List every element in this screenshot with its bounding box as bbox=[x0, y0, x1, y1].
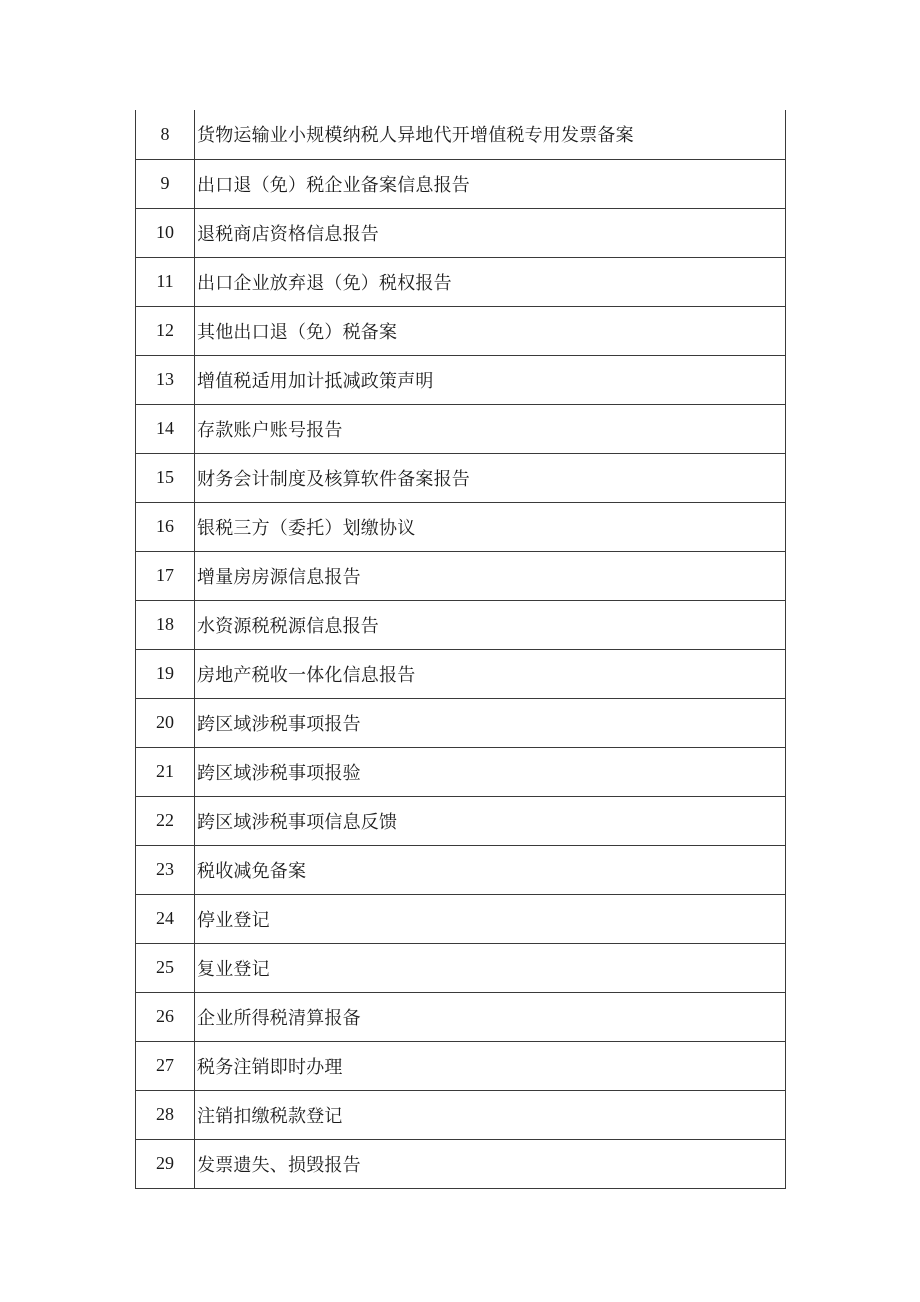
row-item-name: 银税三方（委托）划缴协议 bbox=[195, 502, 786, 551]
table-row bbox=[136, 257, 786, 306]
table-row bbox=[136, 355, 786, 404]
row-item-name: 发票遗失、损毁报告 bbox=[195, 1139, 786, 1188]
row-item-name: 税收减免备案 bbox=[195, 845, 786, 894]
row-number: 10 bbox=[136, 208, 195, 257]
row-number: 29 bbox=[136, 1139, 195, 1188]
row-number: 11 bbox=[136, 257, 195, 306]
items-table-body bbox=[136, 110, 786, 1188]
table-row bbox=[136, 845, 786, 894]
row-item-name: 其他出口退（免）税备案 bbox=[195, 306, 786, 355]
table-row bbox=[136, 1041, 786, 1090]
row-number: 8 bbox=[136, 110, 195, 159]
table-row bbox=[136, 110, 786, 159]
table-row bbox=[136, 208, 786, 257]
row-item-name: 存款账户账号报告 bbox=[195, 404, 786, 453]
table-row bbox=[136, 796, 786, 845]
row-item-name: 货物运输业小规模纳税人异地代开增值税专用发票备案 bbox=[195, 110, 786, 159]
table-row bbox=[136, 747, 786, 796]
row-number: 20 bbox=[136, 698, 195, 747]
table-row bbox=[136, 1090, 786, 1139]
table-row bbox=[136, 992, 786, 1041]
row-number: 15 bbox=[136, 453, 195, 502]
table-row bbox=[136, 649, 786, 698]
row-number: 26 bbox=[136, 992, 195, 1041]
table-row bbox=[136, 306, 786, 355]
row-number: 22 bbox=[136, 796, 195, 845]
row-number: 25 bbox=[136, 943, 195, 992]
table-row bbox=[136, 894, 786, 943]
row-item-name: 复业登记 bbox=[195, 943, 786, 992]
row-item-name: 增量房房源信息报告 bbox=[195, 551, 786, 600]
table-row bbox=[136, 698, 786, 747]
table-row bbox=[136, 1139, 786, 1188]
row-item-name: 增值税适用加计抵减政策声明 bbox=[195, 355, 786, 404]
row-item-name: 注销扣缴税款登记 bbox=[195, 1090, 786, 1139]
items-table bbox=[135, 110, 786, 1189]
table-row bbox=[136, 453, 786, 502]
row-item-name: 企业所得税清算报备 bbox=[195, 992, 786, 1041]
table-row bbox=[136, 600, 786, 649]
row-number: 16 bbox=[136, 502, 195, 551]
table-row bbox=[136, 159, 786, 208]
row-item-name: 跨区域涉税事项报告 bbox=[195, 698, 786, 747]
table-row bbox=[136, 404, 786, 453]
row-item-name: 停业登记 bbox=[195, 894, 786, 943]
table-row bbox=[136, 551, 786, 600]
row-number: 24 bbox=[136, 894, 195, 943]
table-row bbox=[136, 502, 786, 551]
row-number: 13 bbox=[136, 355, 195, 404]
row-number: 19 bbox=[136, 649, 195, 698]
row-number: 12 bbox=[136, 306, 195, 355]
row-item-name: 出口退（免）税企业备案信息报告 bbox=[195, 159, 786, 208]
row-number: 17 bbox=[136, 551, 195, 600]
row-number: 23 bbox=[136, 845, 195, 894]
row-item-name: 水资源税税源信息报告 bbox=[195, 600, 786, 649]
row-number: 28 bbox=[136, 1090, 195, 1139]
row-item-name: 退税商店资格信息报告 bbox=[195, 208, 786, 257]
row-number: 14 bbox=[136, 404, 195, 453]
row-item-name: 税务注销即时办理 bbox=[195, 1041, 786, 1090]
row-item-name: 跨区域涉税事项报验 bbox=[195, 747, 786, 796]
row-number: 18 bbox=[136, 600, 195, 649]
row-item-name: 出口企业放弃退（免）税权报告 bbox=[195, 257, 786, 306]
row-number: 9 bbox=[136, 159, 195, 208]
row-item-name: 跨区域涉税事项信息反馈 bbox=[195, 796, 786, 845]
row-item-name: 房地产税收一体化信息报告 bbox=[195, 649, 786, 698]
table-row bbox=[136, 943, 786, 992]
row-number: 27 bbox=[136, 1041, 195, 1090]
row-item-name: 财务会计制度及核算软件备案报告 bbox=[195, 453, 786, 502]
row-number: 21 bbox=[136, 747, 195, 796]
